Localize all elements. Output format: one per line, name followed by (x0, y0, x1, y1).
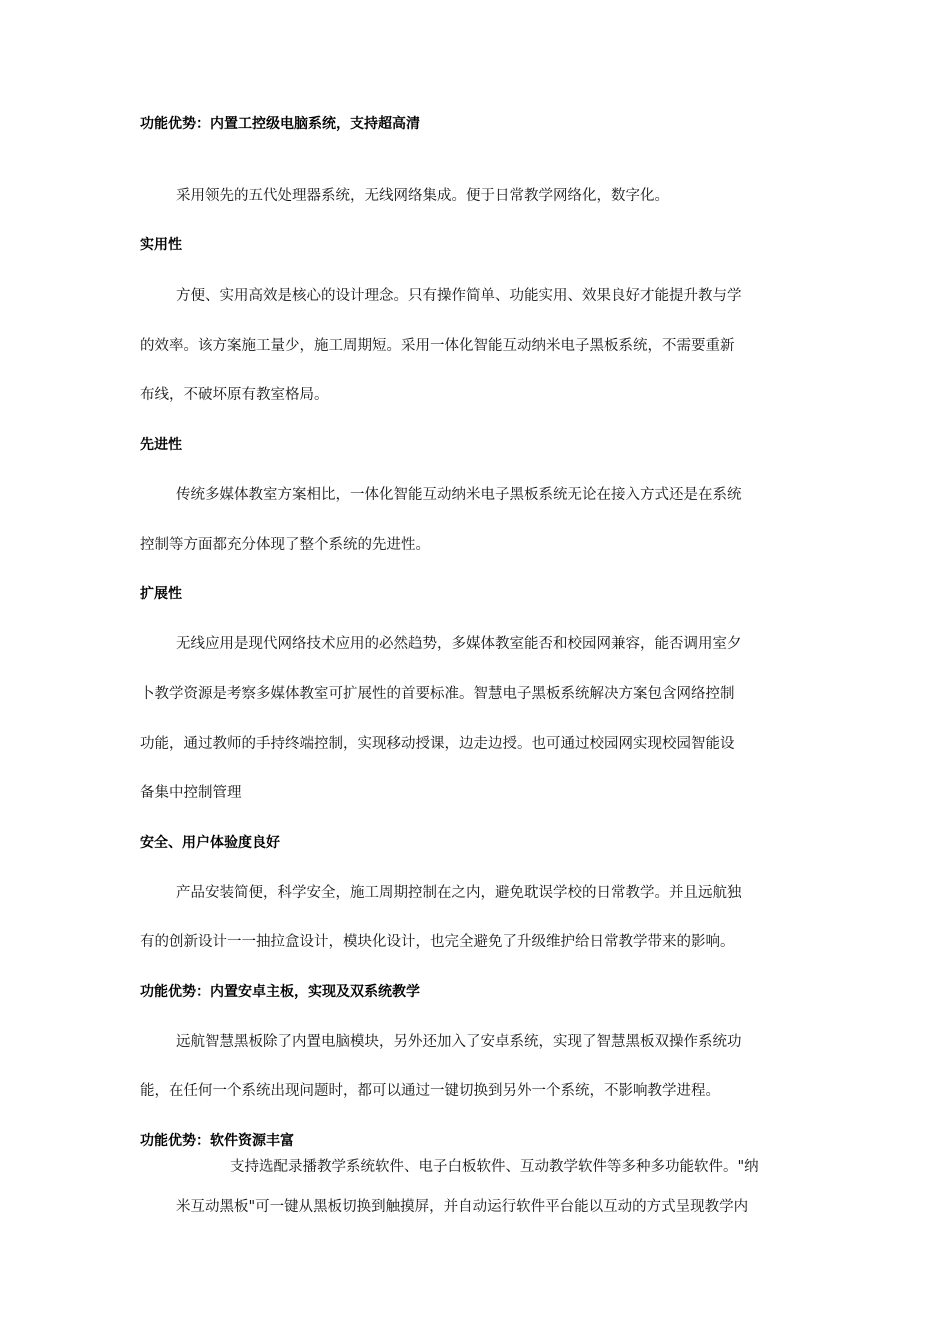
section-heading: 先进性 (140, 437, 182, 453)
paragraph-line: 布线，不破坏原有教室格局。 (140, 387, 329, 403)
section-heading: 功能优势：软件资源丰富 (140, 1133, 294, 1149)
paragraph-line: 米互动黑板"可一键从黑板切换到触摸屏，并自动运行软件平台能以互动的方式呈现教学内 (176, 1199, 749, 1215)
paragraph-line: 的效率。该方案施工量少，施工周期短。采用一体化智能互动纳米电子黑板系统，不需要重新 (140, 338, 735, 354)
paragraph-line: 有的创新设计一一抽拉盒设计，模块化设计，也完全避免了升级维护给日常教学带来的影响。 (140, 934, 735, 950)
paragraph-line: 支持选配录播教学系统软件、电子白板软件、互动教学软件等多种多功能软件。"纳 (230, 1159, 759, 1175)
section-heading: 安全、用户体验度良好 (140, 835, 280, 851)
paragraph-line: 无线应用是现代网络技术应用的必然趋势，多媒体教室能否和校园网兼容，能否调用室夕 (176, 636, 742, 652)
paragraph-line: 能，在任何一个系统出现问题时，都可以通过一键切换到另外一个系统，不影响教学进程。 (140, 1083, 720, 1099)
section-heading: 实用性 (140, 237, 182, 253)
paragraph-line: 传统多媒体教室方案相比，一体化智能互动纳米电子黑板系统无论在接入方式还是在系统 (176, 487, 742, 503)
section-heading: 功能优势：内置工控级电脑系统，支持超高清 (140, 116, 420, 132)
paragraph-line: 产品安装简便，科学安全，施工周期控制在之内，避免耽误学校的日常教学。并且远航独 (176, 885, 742, 901)
paragraph-line: 卜教学资源是考察多媒体教室可扩展性的首要标准。智慧电子黑板系统解决方案包含网络控制 (140, 686, 735, 702)
paragraph-line: 方便、实用高效是核心的设计理念。只有操作简单、功能实用、效果良好才能提升教与学 (176, 288, 742, 304)
paragraph-line: 备集中控制管理 (140, 785, 242, 801)
section-heading: 功能优势：内置安卓主板，实现及双系统教学 (140, 984, 420, 1000)
paragraph-line: 采用领先的五代处理器系统，无线网络集成。便于日常教学网络化，数字化。 (176, 188, 669, 204)
paragraph-line: 控制等方面都充分体现了整个系统的先进性。 (140, 537, 430, 553)
paragraph-line: 功能，通过教师的手持终端控制，实现移动授课，边走边授。也可通过校园网实现校园智能设 (140, 736, 735, 752)
paragraph-line: 远航智慧黑板除了内置电脑模块，另外还加入了安卓系统，实现了智慧黑板双操作系统功 (176, 1034, 742, 1050)
section-heading: 扩展性 (140, 586, 182, 602)
